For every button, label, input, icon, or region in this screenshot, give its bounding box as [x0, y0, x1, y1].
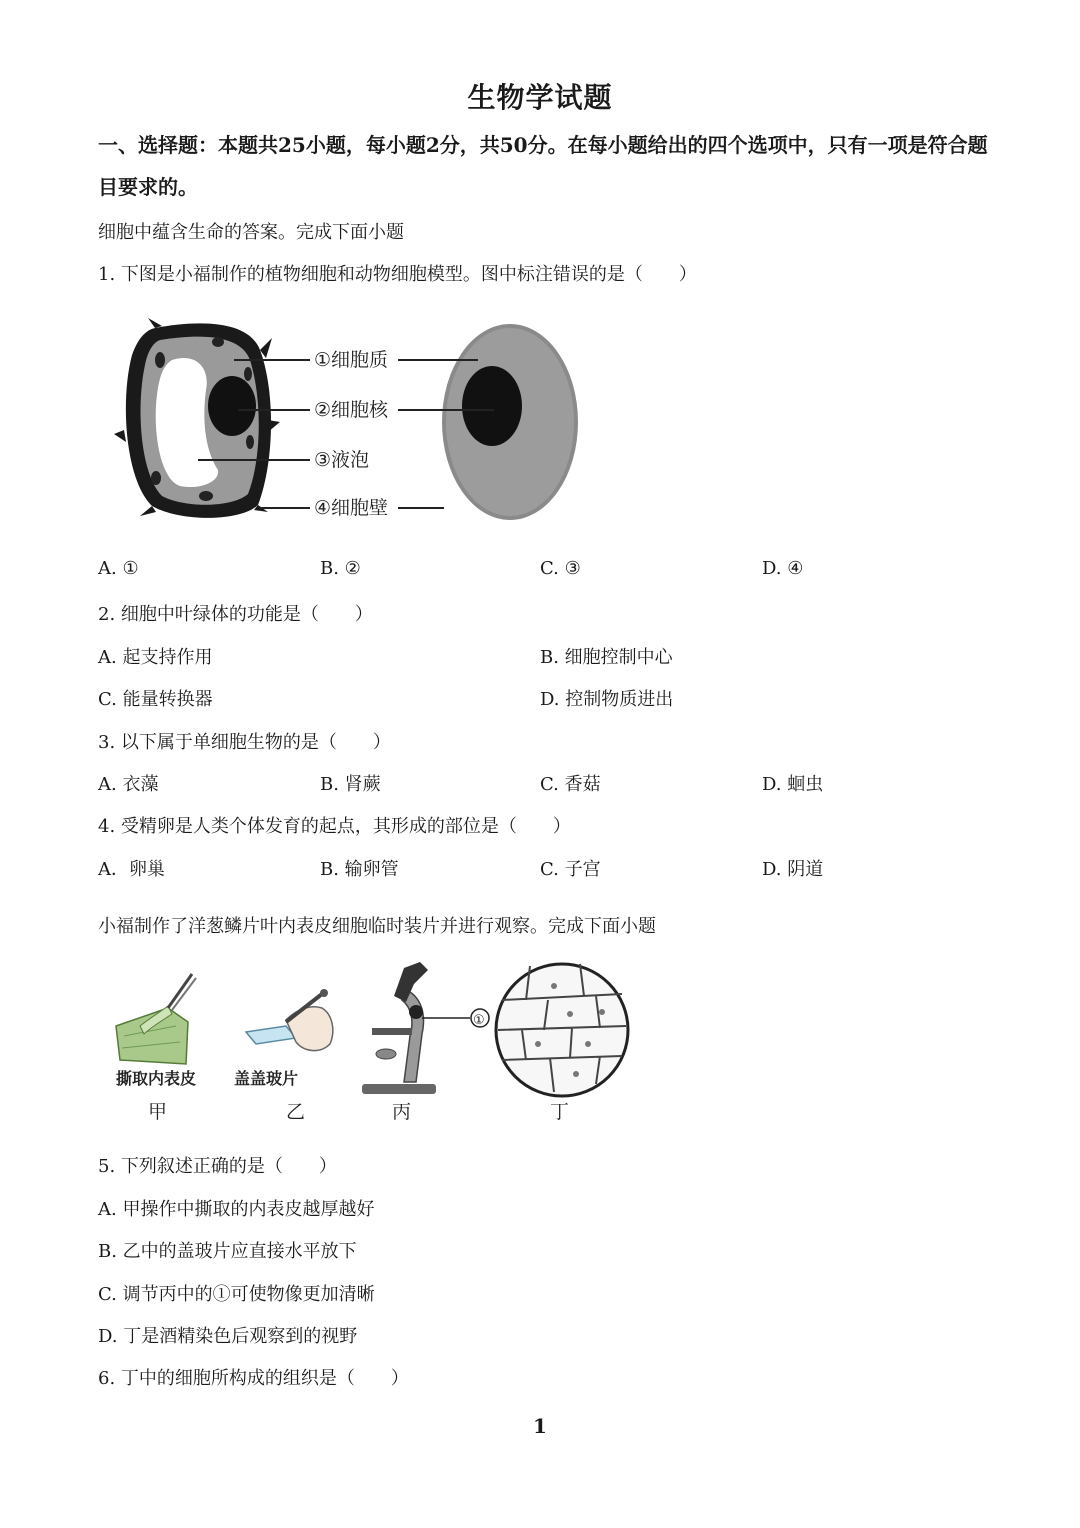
caption-cover-slip: 盖盖玻片 — [234, 1069, 299, 1088]
label-vacuole: ③液泡 — [314, 449, 370, 471]
label-cell-wall: ④细胞壁 — [314, 497, 389, 519]
group2-intro: 小福制作了洋葱鳞片叶内表皮细胞临时装片并进行观察。完成下面小题 — [98, 916, 656, 937]
q1-option-c: C. ③ — [540, 558, 581, 579]
marker-one: ① — [473, 1013, 485, 1028]
panel-label-ding: 丁 — [550, 1101, 570, 1123]
q2-option-b: B. 细胞控制中心 — [540, 647, 673, 668]
q5-option-c: C. 调节丙中的①可使物像更加清晰 — [98, 1284, 375, 1305]
q1-stem: 1. 下图是小福制作的植物细胞和动物细胞模型。图中标注错误的是（ ） — [98, 264, 697, 285]
q3-option-b: B. 肾蕨 — [320, 774, 381, 795]
q4-option-c: C. 子宫 — [540, 859, 601, 880]
q4-option-b: B. 输卵管 — [320, 859, 399, 880]
q2-option-a: A. 起支持作用 — [98, 647, 213, 668]
q1-option-a: A. ① — [98, 558, 139, 579]
field-of-view-illustration — [496, 964, 628, 1096]
q5-option-b: B. 乙中的盖玻片应直接水平放下 — [98, 1241, 357, 1262]
q5-option-d: D. 丁是酒精染色后观察到的视野 — [98, 1326, 358, 1347]
q3-stem: 3. 以下属于单细胞生物的是（ ） — [98, 732, 391, 753]
panel-label-bing: 丙 — [392, 1101, 412, 1123]
label-cytoplasm: ①细胞质 — [314, 349, 389, 371]
q4-option-d: D. 阴道 — [762, 859, 824, 880]
q2-option-d: D. 控制物质进出 — [540, 689, 674, 710]
cover-slip-illustration — [246, 989, 333, 1051]
q6-stem: 6. 丁中的细胞所构成的组织是（ ） — [98, 1368, 409, 1389]
q3-option-d: D. 蛔虫 — [762, 774, 824, 795]
label-nucleus: ②细胞核 — [314, 399, 389, 421]
q1-option-b: B. ② — [320, 558, 361, 579]
q5-option-a: A. 甲操作中撕取的内表皮越厚越好 — [98, 1199, 375, 1220]
slide-preparation-figure — [110, 956, 640, 1132]
page-number: 1 — [533, 1414, 547, 1438]
q4-option-a: A．卵巢 — [98, 859, 165, 880]
q3-option-c: C. 香菇 — [540, 774, 601, 795]
animal-nucleus — [462, 366, 522, 446]
plant-nucleus — [208, 376, 256, 436]
q1-option-d: D. ④ — [762, 558, 804, 579]
caption-peel: 撕取内表皮 — [116, 1069, 197, 1088]
q3-option-a: A. 衣藻 — [98, 774, 159, 795]
panel-label-jia: 甲 — [148, 1101, 168, 1123]
q2-option-c: C. 能量转换器 — [98, 689, 213, 710]
panel-label-yi: 乙 — [286, 1101, 306, 1123]
q5-stem: 5. 下列叙述正确的是（ ） — [98, 1156, 337, 1177]
onion-peel-illustration — [116, 974, 196, 1064]
q4-stem: 4. 受精卵是人类个体发育的起点，其形成的部位是（ ） — [98, 816, 571, 837]
group1-intro: 细胞中蕴含生命的答案。完成下面小题 — [98, 222, 404, 243]
q2-stem: 2. 细胞中叶绿体的功能是（ ） — [98, 604, 373, 625]
section-heading: 一、选择题：本题共25小题，每小题2分，共50分。在每小题给出的四个选项中，只有一项是符合题目要求的。 — [98, 133, 988, 199]
page-title: 生物学试题 — [467, 81, 613, 114]
cell-model-figure — [110, 310, 590, 532]
microscope-illustration — [362, 962, 489, 1094]
